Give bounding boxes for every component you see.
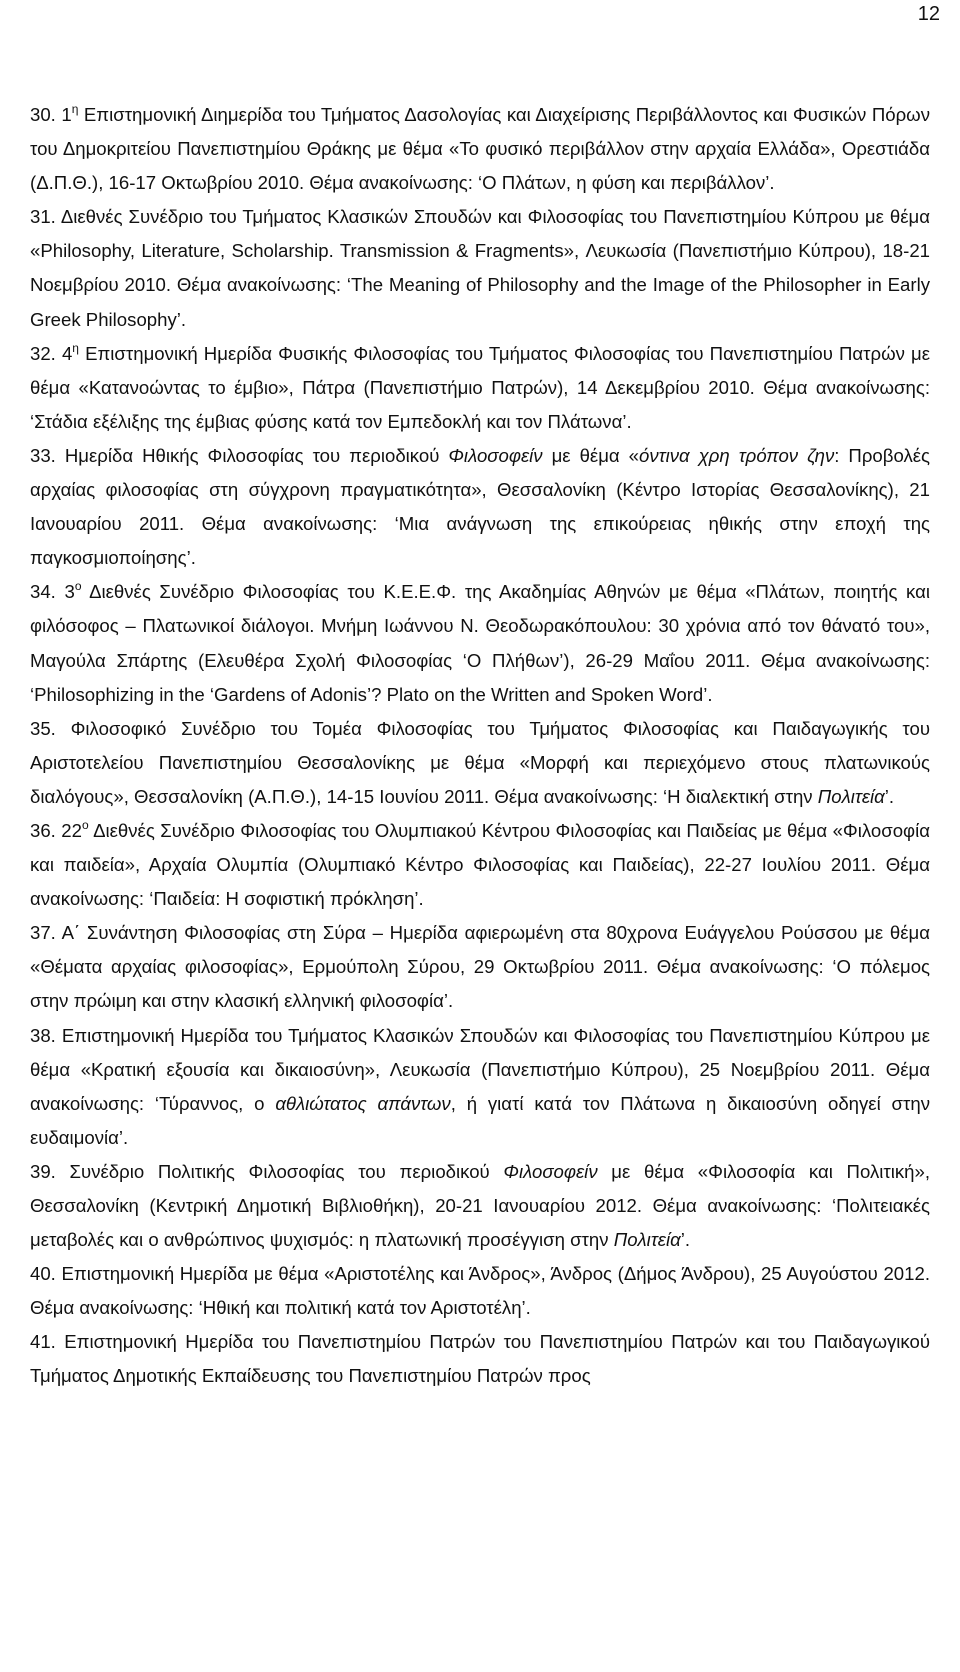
list-item [30,439,930,575]
italic-title: Πολιτεία [817,785,885,807]
list-item [30,916,930,1018]
item-text: 4 [55,342,73,364]
item-text: , ή γιατί κατά τον Πλάτωνα η δικαιοσύνη οδηγεί στην ευδαιμονία’. [30,1092,931,1148]
item-text: Ημερίδα Ηθικής Φιλοσοφίας του περιοδικού [55,444,449,466]
item-number: 30. [30,104,56,125]
list-item [30,337,930,439]
item-text: Διεθνές Συνέδριο του Τμήματος Κλασικών Σπουδών και Φιλοσοφίας του Πανεπιστημίου Κύπρου με θέμα «Philosophy, Literature, Scholarship. Transmission & Fragments», Λευκωσία (Πανεπιστήμιο Κύπρου), 18-21 Νοεμβρίου 2010. Θέμα ανακοίνωσης: ‘The Meaning of Philosophy and the Image of the Philosopher in Early Greek Philosophy’. [30,206,930,330]
item-number: 35. [30,717,56,739]
item-text: Επιστημονική Ημερίδα με θέμα «Αριστοτέλης και Άνδρος», Άνδρος (Δήμος Άνδρου), 25 Αυγούστου 2012. Θέμα ανακοίνωσης: ‘Ηθική και πολιτική κατά τον Αριστοτέλη’. [30,1263,930,1319]
item-text: Επιστημονική Διημερίδα του Τμήματος Δασολογίας και Διαχείρισης Περιβάλλοντος και Φυσικών Πόρων του Δημοκριτείου Πανεπιστημίου Θράκης με θέμα «Το φυσικό περιβάλλον στην αρχαία Ελλάδα», Ορεστιάδα (Δ.Π.Θ.), 16-17 Οκτωβρίου 2010. Θέμα ανακοίνωσης: ‘Ο Πλάτων, η φύση και περιβάλλον’. [30,104,930,194]
item-text: Επιστημονική Ημερίδα Φυσικής Φιλοσοφίας του Τμήματος Φιλοσοφίας του Πανεπιστημίου Πατρών με θέμα «Κατανοώντας το έμβιο», Πάτρα (Πανεπιστήμιο Πατρών), 14 Δεκεμβρίου 2010. Θέμα ανακοίνωσης: ‘Στάδια εξέλιξης της έμβιας φύσης κατά τον Εμπεδοκλή και τον Πλάτωνα’. [30,342,930,432]
item-number: 38. [30,1024,56,1046]
item-text: : Προβολές αρχαίας φιλοσοφίας στη σύγχρονη πραγματικότητα», Θεσσαλονίκη (Κέντρο Ιστορίας Θεσσαλονίκης), 21 Ιανουαρίου 2011. Θέμα ανακοίνωσης: ‘Μια ανάγνωση της επικούρειας ηθικής στην εποχή της παγκοσμιοποίησης’. [30,444,930,569]
item-number: 40. [30,1263,56,1285]
ordinal-superscript: ο [74,579,82,594]
item-text: Συνέδριο Πολιτικής Φιλοσοφίας του περιοδικού [55,1160,504,1182]
list-item [30,1155,930,1257]
item-number: 31. [30,206,56,228]
item-text: Διεθνές Συνέδριο Φιλοσοφίας του Ολυμπιακού Κέντρου Φιλοσοφίας και Παιδείας με θέμα «Φιλοσοφία και παιδεία», Αρχαία Ολυμπία (Ολυμπιακό Κέντρο Φιλοσοφίας και Παιδείας), 22-27 Ιουλίου 2011. Θέμα ανακοίνωσης: ‘Παιδεία: Η σοφιστική πρόκληση’. [30,819,930,910]
italic-title: Φιλοσοφείν [448,444,543,466]
item-text: 22 [55,819,82,841]
list-item [30,575,930,711]
item-text: ’. [884,785,895,807]
item-text: Α΄ Συνάντηση Φιλοσοφίας στη Σύρα – Ημερίδα αφιερωμένη στα 80χρονα Ευάγγελου Ρούσσου με θέμα «Θέματα αρχαίας φιλοσοφίας», Ερμούπολη Σύρου, 29 Οκτωβρίου 2011. Θέμα ανακοίνωσης: ‘Ο πόλεμος στην πρώιμη και στην κλασική ελληνική φιλοσοφία’. [30,922,930,1012]
item-number: 32. [30,342,56,364]
item-text: Επιστημονική Ημερίδα του Πανεπιστημίου Πατρών του Πανεπιστημίου Πατρών και του Παιδαγωγικού Τμήματος Δημοτικής Εκπαίδευσης του Πανεπιστημίου Πατρών προς [30,1331,930,1387]
list-item [30,200,930,336]
list-item [30,712,930,814]
list-item [30,1019,930,1155]
list-item [30,1325,930,1393]
list-item [30,814,930,916]
item-text: 1 [55,104,72,125]
page-number: 12 [917,3,940,25]
item-number: 41. [30,1331,56,1353]
italic-title: αθλιώτατος απάντων [275,1092,451,1114]
item-text: Φιλοσοφικό Συνέδριο του Τομέα Φιλοσοφίας του Τμήματος Φιλοσοφίας και Παιδαγωγικής του Αριστοτελείου Πανεπιστημίου Θεσσαλονίκης με θέμα «Μορφή και περιεχόμενο στους πλατωνικούς διαλόγους», Θεσσαλονίκη (Α.Π.Θ.), 14-15 Ιουνίου 2011. Θέμα ανακοίνωσης: ‘Η διαλεκτική στην [30,717,930,807]
item-text: Διεθνές Συνέδριο Φιλοσοφίας του Κ.Ε.Ε.Φ. της Ακαδημίας Αθηνών με θέμα «Πλάτων, ποιητής και φιλόσοφος – Πλατωνικοί διάλογοι. Μνήμη Ιωάννου Ν. Θεοδωρακόπουλου: 30 χρόνια από τον θάνατό του», Μαγούλα Σπάρτης (Ελευθέρα Σχολή Φιλοσοφίας ‘Ο Πλήθων’), 26-29 Μαΐου 2011. Θέμα ανακοίνωσης: ‘Philosophizing in the ‘Gardens of Adonis’? Plato on the Written and Spoken Word’. [30,581,930,705]
item-text: Επιστημονική Ημερίδα του Τμήματος Κλασικών Σπουδών και Φιλοσοφίας του Πανεπιστημίου Κύπρου με θέμα «Κρατική εξουσία και δικαιοσύνη», Λευκωσία (Πανεπιστήμιο Κύπρου), 25 Νοεμβρίου 2011. Θέμα ανακοίνωσης: ‘Τύραννος, ο [30,1024,930,1114]
item-number: 33. [30,444,56,466]
item-number: 36. [30,819,56,841]
list-item [30,1257,930,1325]
italic-title: όντινα χρη τρόπον ζην [639,444,835,466]
item-text: 3 [55,581,75,603]
conference-list [30,98,930,1394]
italic-title: Φιλοσοφείν [503,1160,598,1182]
ordinal-superscript: η [71,102,79,116]
item-number: 37. [30,922,56,944]
list-item [30,98,930,200]
item-number: 39. [30,1160,56,1182]
item-text: με θέμα « [542,444,639,466]
item-text: ’. [680,1229,690,1251]
italic-title: Πολιτεία [613,1229,681,1251]
item-text: με θέμα «Φιλοσοφία και Πολιτική», Θεσσαλονίκη (Κεντρική Δημοτική Βιβλιοθήκη), 20-21 Ιανουαρίου 2012. Θέμα ανακοίνωσης: ‘Πολιτειακές μεταβολές και ο ανθρώπινος ψυχισμός: η πλατωνική προσέγγιση στην [30,1160,930,1251]
ordinal-superscript: η [72,340,79,355]
item-number: 34. [30,581,56,603]
ordinal-superscript: ο [81,817,89,832]
